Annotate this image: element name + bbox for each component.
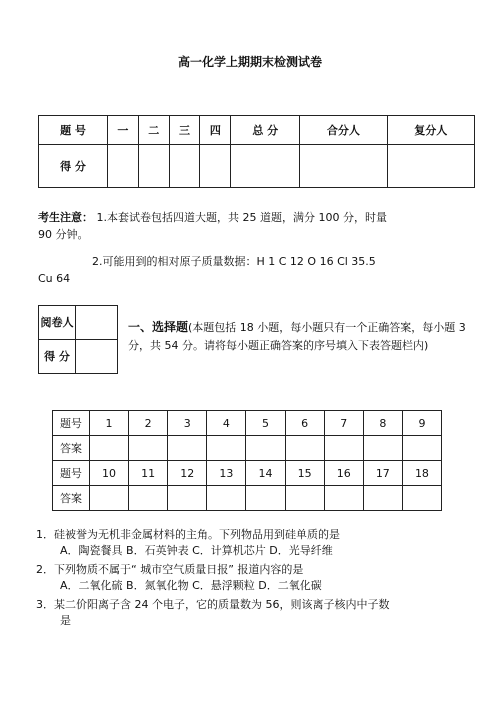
answer-q-number: 9 xyxy=(402,411,441,436)
answer-q-number: 2 xyxy=(129,411,168,436)
answer-a-label: 答案 xyxy=(53,436,90,461)
answer-input-cell[interactable] xyxy=(246,436,285,461)
answer-a-label: 答案 xyxy=(53,486,90,511)
grader-table xyxy=(38,305,118,374)
answer-table xyxy=(52,410,442,511)
answer-q-number: 16 xyxy=(324,461,363,486)
score-header-cell: 四 xyxy=(200,116,231,145)
notice-line1b: 90 分钟。 xyxy=(38,228,89,241)
grader-score-input-cell[interactable] xyxy=(76,340,118,374)
section1-text: (本题包括 18 小题，每小题只有一个正确答案，每小题 3 分，共 54 分。请将每小题正确答案的序号填入下表答题栏内) xyxy=(128,321,466,352)
answer-q-number: 1 xyxy=(90,411,129,436)
notice-line2: 2.可能用到的相对原子质量数据：H 1 C 12 O 16 Cl 35.5 xyxy=(92,255,376,268)
answer-q-number: 15 xyxy=(285,461,324,486)
answer-input-cell[interactable] xyxy=(402,486,441,511)
question-stem: 1．硅被誉为无机非金属材料的主角。下列物品用到硅单质的是 xyxy=(36,528,340,541)
answer-input-cell[interactable] xyxy=(285,486,324,511)
score-input-cell[interactable] xyxy=(169,145,200,188)
answer-q-number: 13 xyxy=(207,461,246,486)
answer-input-cell[interactable] xyxy=(246,486,285,511)
answer-input-cell[interactable] xyxy=(90,436,129,461)
score-input-cell[interactable] xyxy=(138,145,169,188)
question-options: A．二氧化硫 B．氮氧化物 C．悬浮颗粒 D．二氧化碳 xyxy=(60,579,322,592)
score-header-cell: 总 分 xyxy=(231,116,300,145)
answer-input-cell[interactable] xyxy=(363,436,402,461)
score-header-cell: 合分人 xyxy=(300,116,387,145)
score-input-cell[interactable] xyxy=(300,145,387,188)
reviewer-input-cell[interactable] xyxy=(76,306,118,340)
score-header-cell: 复分人 xyxy=(387,116,474,145)
section1-heading: 一、选择题 xyxy=(128,320,189,334)
score-header-cell: 一 xyxy=(107,116,138,145)
score-table xyxy=(38,115,475,188)
answer-input-cell[interactable] xyxy=(363,486,402,511)
answer-q-number: 6 xyxy=(285,411,324,436)
question-3 xyxy=(36,597,476,629)
answer-input-cell[interactable] xyxy=(324,436,363,461)
answer-input-cell[interactable] xyxy=(129,486,168,511)
answer-q-label: 题号 xyxy=(53,411,90,436)
section1-instructions xyxy=(128,318,480,355)
question-options: A．陶瓷餐具 B．石英钟表 C．计算机芯片 D．光导纤维 xyxy=(60,544,333,557)
answer-q-number: 8 xyxy=(363,411,402,436)
reviewer-label: 阅卷人 xyxy=(39,306,76,340)
question-1 xyxy=(36,527,476,559)
page-title: 高一化学上期期末检测试卷 xyxy=(177,55,322,69)
answer-q-number: 4 xyxy=(207,411,246,436)
answer-q-number: 10 xyxy=(90,461,129,486)
answer-input-cell[interactable] xyxy=(402,436,441,461)
score-input-cell[interactable] xyxy=(107,145,138,188)
score-label-cell: 得 分 xyxy=(39,145,108,188)
score-input-cell[interactable] xyxy=(387,145,474,188)
answer-q-number: 17 xyxy=(363,461,402,486)
answer-input-cell[interactable] xyxy=(168,436,207,461)
score-input-cell[interactable] xyxy=(231,145,300,188)
answer-input-cell[interactable] xyxy=(324,486,363,511)
answer-input-cell[interactable] xyxy=(168,486,207,511)
notice-line2b: Cu 64 xyxy=(38,272,71,285)
notice-label: 考生注意： xyxy=(38,211,93,224)
question-stem: 2．下列物质不属于“ 城市空气质量日报” 报道内容的是 xyxy=(36,563,304,576)
answer-q-number: 11 xyxy=(129,461,168,486)
answer-q-number: 12 xyxy=(168,461,207,486)
question-2 xyxy=(36,562,476,594)
answer-q-number: 18 xyxy=(402,461,441,486)
score-input-cell[interactable] xyxy=(200,145,231,188)
answer-input-cell[interactable] xyxy=(207,436,246,461)
answer-input-cell[interactable] xyxy=(285,436,324,461)
answer-q-number: 14 xyxy=(246,461,285,486)
score-header-cell: 二 xyxy=(138,116,169,145)
question-stem: 3．某二价阳离子含 24 个电子，它的质量数为 56，则该离子核内中子数 xyxy=(36,598,390,611)
answer-q-label: 题号 xyxy=(53,461,90,486)
answer-q-number: 3 xyxy=(168,411,207,436)
score-header-cell: 三 xyxy=(169,116,200,145)
grader-score-label: 得 分 xyxy=(39,340,76,374)
score-header-cell: 题 号 xyxy=(39,116,108,145)
answer-input-cell[interactable] xyxy=(207,486,246,511)
answer-q-number: 7 xyxy=(324,411,363,436)
question-stem-continued: 是 xyxy=(60,614,71,627)
answer-q-number: 5 xyxy=(246,411,285,436)
answer-input-cell[interactable] xyxy=(90,486,129,511)
answer-input-cell[interactable] xyxy=(129,436,168,461)
notice-line1 xyxy=(38,210,478,226)
notice-text: 1.本套试卷包括四道大题，共 25 道题，满分 100 分，时量 xyxy=(96,211,387,224)
